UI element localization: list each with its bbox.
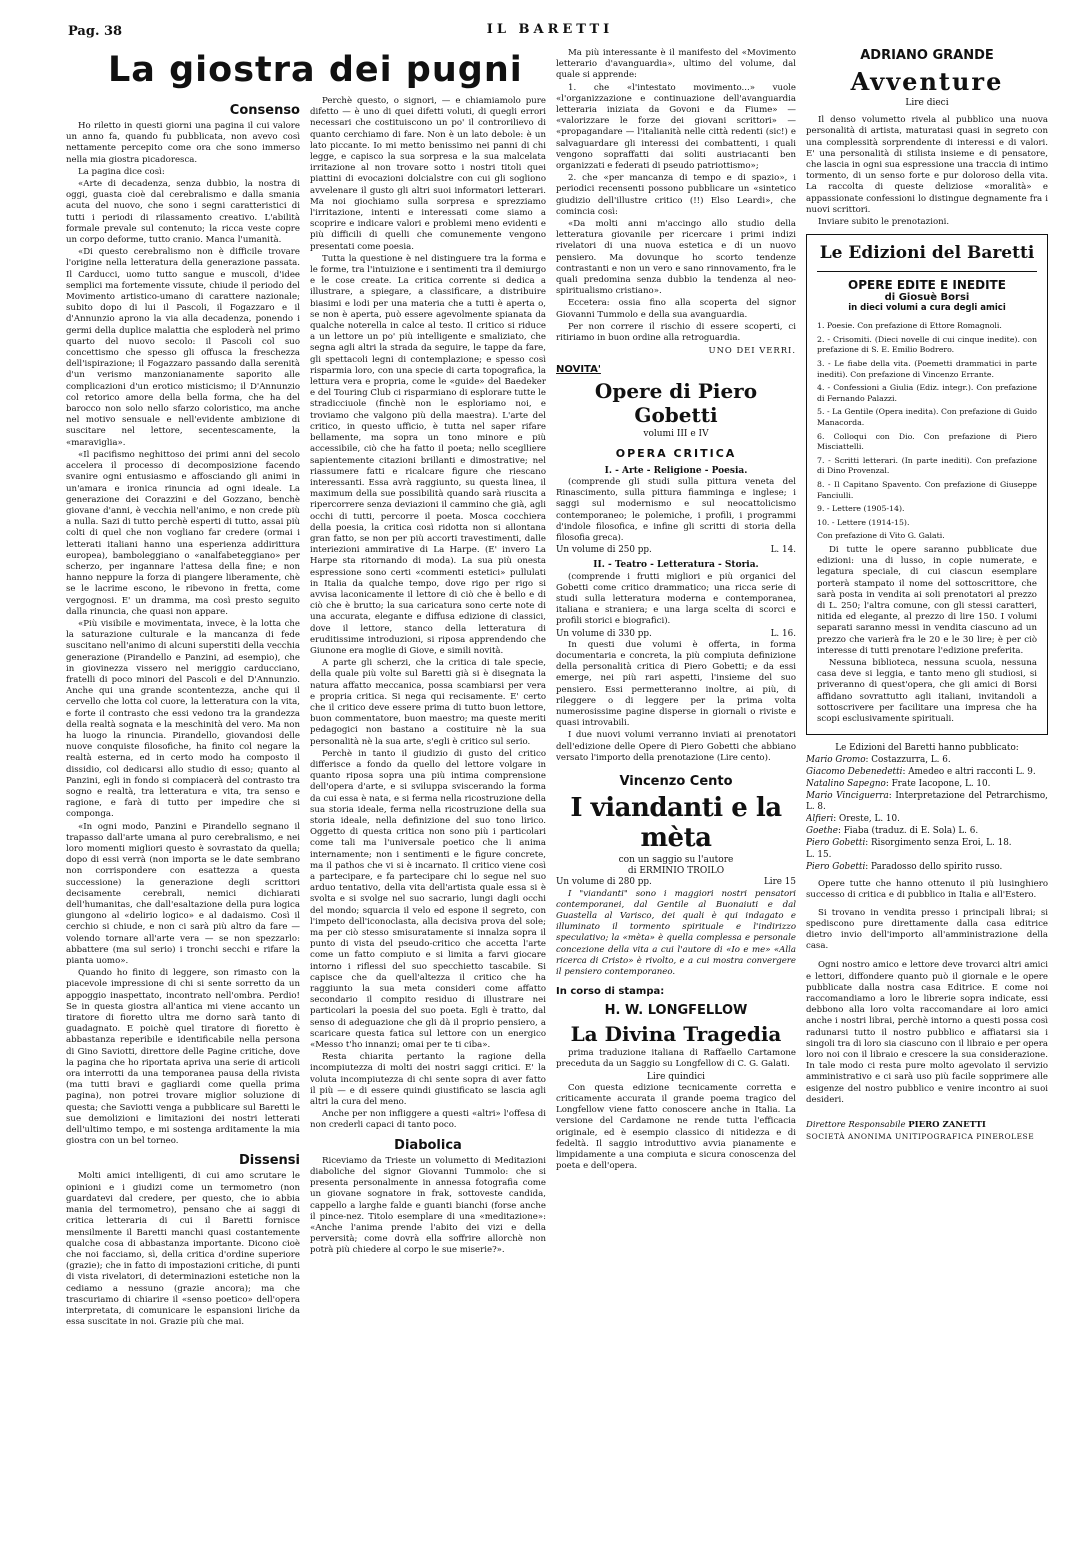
gobetti-part1-vol: Un volume di 250 pp. [556, 545, 652, 556]
borsi-text2: Nessuna biblioteca, nessuna scuola, nessuna casa deve si leggia, e tanto meno gli studiosi, si priveranno di quest'opera, che gli amici di Borsi affidano sovrattutto agli italiani, invitandoli a sottoscrivere per facilitare una impresa che ha scopi esclusivamente spirituali. [817, 657, 1037, 724]
consenso-paragraph: La pagina dice così: [78, 166, 165, 177]
dissensi-body-b [310, 96, 546, 1132]
borsi-list-item: 1. Poesie. Con prefazione di Ettore Romagnoli. [817, 321, 1002, 331]
cento-sub1: con un saggio su l'autore [618, 854, 734, 865]
consenso-paragraph: «Arte di decadenza, senza dubbio, la nostra di oggi, guasta cioè dal cerebralismo e dalla smania acuta del nuovo, che sono i segni caratteristici di tutti i periodi di rilassamento creativo. L'abilità formale prevale sul contenuto; la ricca veste copre un corpo deforme, tutto cranio. Manca l'umanità. [66, 179, 300, 246]
consenso-paragraph: «Più visibile e movimentata, invece, è la lotta che la saturazione culturale e la mancanza di fede suscitano nell'animo di alcuni superstiti della vecchia generazione (Pirandello e Panzini, ad esempio), che in giovinezza vissero nel meriggio carducciano, fratelli di poco minori del Pascoli e del D'Annunzio. Anche qui una grande scontentezza, anche qui il cervello che lotta col cuore, la letteratura con la vita, e forte il contrasto che essi vedono tra la grandezza della realtà sognata e la meschinità del vero. Ma non ha luogo la rinuncia. Pirandello, giovandosi delle nuove conquiste filosofiche, ha finito col negare la realtà esterna, ed in certo modo ha composto il dissidio, col dedicarsi allo studio di esso; quanto al Panzini, egli in fondo si compiacerà del contrasto tra sogno e realtà, tra letteratura e vita, tra senso e ragione, e farà di tutto per impedire che si componga. [66, 618, 300, 820]
published-item [806, 826, 1048, 837]
cento-author: Vincenzo Cento [619, 773, 733, 789]
longfellow-title: La Divina Tragedia [570, 1022, 782, 1047]
director-label: Direttore Responsabile [806, 1120, 906, 1131]
novita-label: NOVITA' [556, 364, 601, 376]
published-text3: Ogni nostro amico e lettore deve trovarci altri amici e lettori, diffondere quanto può il giornale e le opere pubblicate dalla nostra casa Editrice. E come noi raccomandiamo a loro le librerie sopra indicate, essi debbono alla loro volta raccomandare ai loro amici anche i nostri librai, perchè intorno a questi possa così radunarsi tutto il nostro pubblico e affiatarsi sia i singoli tra di loro sia ciascuno con il libraio e per opera loro noi con il libraio e crescere la sua considerazione. In tale modo ci resta pure molto agevolato il servizio amministrativo e ci sarà uso più facile sopprimere alle esigenze del nostro pubblico e venire incontro ai suoi desideri. [806, 960, 1048, 1105]
gobetti-part1-desc: (comprende gli studi sulla pittura veneta del Rinascimento, sulla pittura fiamminga e inglese; i saggi sul modernismo e sul neocattolicismo contemporaneo; le polemiche, i profili, i programmi d'indole filosofica, e infine gli scritti di storia della filosofia greca). [556, 476, 796, 543]
consenso-paragraph: «Di questo cerebralismo non è difficile trovare l'origine nella letteratura della generazione passata. Il Carducci, uomo tutto sangue e muscoli, d'idee semplici ma fortemente vissute, chiude il periodo del Movimento artistico-umano di carattere nazionale; subito dopo di lui il Pascoli, il Fogazzaro e il d'Annunzio aprono la via alla decadenza, ponendo i germi della duplice malattia che esploderà nel primo quarto del nuovo secolo: il Pascoli col suo concettismo che spesso gli offusca la freschezza dell'ispirazione; il Fogazzaro passando dalla serenità d'un verismo manzonianamente saporito alle complicazioni d'un erotico misticismo; il D'Annunzio col retorico amore della bella forma, che ha del barocco non solo nello sfarzo coloristico, ma anche nel motivo sensuale e nell'evidente ambizione di suscitare nel lettore, secentescamente, la «maraviglia». [66, 247, 300, 448]
edizioni-divider [817, 271, 1037, 272]
published-title: : Costazzurra, L. 6. [865, 755, 951, 766]
dissensi-body-a [66, 1171, 300, 1328]
borsi-list-item: 2. - Crisomiti. (Dieci novelle di cui cinque inedite). con prefazione di S. E. Emilio Bodrero. [817, 334, 1037, 355]
gobetti-volumes: volumi III e IV [643, 429, 709, 440]
longfellow-price: Lire quindici [646, 1071, 706, 1082]
column-4 [806, 48, 1048, 1508]
borsi-list-item: 10. - Lettere (1914-15). [817, 517, 910, 527]
published-item [806, 755, 1048, 766]
gobetti-part2-desc: (comprende i frutti migliori e più organici del Gobetti come critico drammatico; una ricca serie di studi sulla letteratura moderna e contemporanea, italiana e straniera; e una larga scelta di scorci e profili storici e biografici). [556, 571, 796, 627]
cento-desc: I "viandanti" sono i maggiori nostri pensatori contemporanei, dal Gentile al Buonaiuti e dal Guastella al Varisco, dei quali è qui indagato e illuminato il tormento spirituale e l'indirizzo speculativo; la «mèta» è quella complessa e personale concezione della vita a cui l'autore di «Io e me» «Alla ricerca di Cristo» è rivolto, e a cui mostra convergere il pensiero contemporaneo. [556, 888, 796, 977]
published-author: Mario Vinciguerra [806, 791, 889, 802]
borsi-list [817, 321, 1037, 542]
grande-title: Avventure [850, 67, 1004, 96]
edizioni-box [806, 234, 1048, 735]
cento-price: Lire 15 [763, 877, 796, 888]
published-item [806, 862, 1048, 873]
gobetti-part2-price: L. 16. [770, 628, 796, 639]
borsi-volumes: in dieci volumi a cura degli amici [848, 303, 1006, 314]
continuation-paragraph: «Da molti anni m'accingo allo studio della letteratura giovanile per ricercare i primi indizi rivelatori di una nuova estetica e di un nuovo pensiero. Ma dovunque ho scorto tendenze contrastanti e non un vero e sano rinnovamento, fra le quali predomina senza dubbio la tendenza al neo-spiritualismo cristiano». [556, 219, 796, 297]
published-author: Natalino Sapegno [806, 779, 886, 790]
grande-desc: Il denso volumetto rivela al pubblico una nuova personalità di artista, maturatasi quasi in segreto con una complessità sorprendente di interessi e di valori. E' una personalità di stilista insieme e di pensatore, che lascia in ogni sua espressione una traccia di intimo tormento, di un senso forte e pur doloroso della vita. La raccolta di queste deliziose «moralità» e appassionate confessioni lo distingue degnamente fra i nuovi scrittori. [806, 115, 1048, 215]
continuation-paragraph: 1. che «l'intestato movimento...» vuole «l'organizzazione e continuazione dell'avanguardia letteraria iniziata da Govoni e da Fiume» — «valorizzare le forze dei giovani scrittori» — «propagandare — l'italianità nelle città redenti (sic!) e salvaguardare gli interessi dei combattenti, i quali vengono sopraffatti dai soliti austriacanti ben organizzati e federati di pseudo patriottismo»; [556, 82, 796, 172]
borsi-list-item: Con prefazione di Vito G. Galati. [817, 531, 945, 541]
published-title: : Risorgimento senza Eroi, L. 18. [865, 838, 1012, 849]
published-author: Alfieri [806, 814, 834, 825]
borsi-opere: OPERE EDITE E INEDITE [848, 278, 1006, 293]
continuation-paragraph: 2. che «per mancanza di tempo e di spazio», i periodici recensenti possono pubblicare un «sintetico giudizio dell'illustre critico (!!) Elso Leardi», che comincia così: [556, 173, 796, 217]
gobetti-part2-title: II. - Teatro - Letteratura - Storia. [593, 560, 759, 571]
published-item [806, 814, 1048, 825]
published-item [806, 850, 1048, 861]
published-author: Goethe [806, 826, 838, 837]
published-heading: Le Edizioni del Baretti hanno pubblicato: [835, 743, 1019, 754]
published-title: L. 15. [806, 850, 832, 861]
published-title: : Interpretazione del Petrarchismo, L. 8. [806, 791, 1048, 813]
published-author: Giacomo Debenedetti [806, 767, 903, 778]
cento-vol: Un volume di 280 pp. [556, 877, 652, 888]
published-list [806, 755, 1048, 873]
longfellow-text: Con questa edizione tecnicamente corretta e criticamente accurata il grande poema tragico del Longfellow viene fatto conoscere anche in Italia. La versione del Cardamone ne rende tutta l'efficacia originale, ed è esempio classico di nitidezza e di fedeltà. Il saggio introduttivo avvia pianamente e limpidamente a una compiuta e sicura conoscenza del poeta e dell'opera. [556, 1082, 796, 1172]
borsi-list-item: 3. - Le fiabe della vita. (Poemetti drammatici in parte inediti). Con prefazione di Vincenzo Errante. [817, 359, 1037, 379]
page-number: Pag. 38 [68, 24, 123, 39]
gobetti-part2-price-row [556, 629, 796, 640]
consenso-paragraph: «In ogni modo, Panzini e Pirandello segnano il trapasso dall'arte umana al puro cerebralismo, e nei loro momenti migliori questo è sovrastato da quella; dopo di essi verrà (non importa se le date sembrano non corrispondere con esattezza a questa successione) la generazione degli scrittori decisamente cerebrali, nemici dichiarati dell'humanitas, che dall'esaltazione della pura logica giungono al «delirio logico» e al dadaismo. Così il cerchio si chiude, e non ci sarà più altro da fare — volendo tornare all'arte vera — se non spezzarlo: abbattere (ma sul serio) i tronchi secchi e rifare la pianta uomo». [66, 821, 300, 967]
longfellow-desc: prima traduzione italiana di Raffaello Cartamone preceduta da un Saggio su Longfellow di C. G. Galati. [556, 1048, 796, 1070]
gobetti-text2: I due nuovi volumi verranno inviati ai prenotatori dell'edizione delle Opere di Piero Gobetti che abbiano versato l'importo della prenotazione (Lire cento). [556, 730, 796, 763]
published-author: Piero Gobetti [806, 862, 866, 873]
edizioni-title: Le Edizioni del Baretti [819, 243, 1035, 264]
article-signature: UNO DEI VERRI. [708, 345, 796, 356]
borsi-list-item: 4. - Confessioni a Giulia (Ediz. integr.). Con prefazione di Fernando Palazzi. [817, 383, 1037, 403]
continuation-paragraph: Eccetera: ossia fino alla scoperta del signor Giovanni Tummolo e della sua avanguardia. [556, 298, 796, 320]
footer-director [806, 1120, 1048, 1131]
dissensi-paragraph: Perchè in tanto il giudizio di gusto del critico differisce a fondo da quello del lettore volgare in quanto riposa sopra una più intima comprensione dell'opera d'arte, e si sviluppa sviscerando la forma da cui essa è nata, e si ferma nella ricostruzione della sua storia ideale, ferma nella ricostruzione della sua storia ideale, nella definizione del suo tono lirico. Oggetto di questa critica non sono più i particolari come tali ma l'universale poetico che li anima internamente; non i sentimenti e le figure concrete, ma il pathos che vi si è incarnato. Il critico viene così a partecipare, e fa partecipare chi lo segue nel suo arduo tentativo, della vita dell'artista quale essa si è svolta e si svolge nel suo sacrario, lungi dagli occhi del mondo; squarcia il velo ed espone il segreto, con l'impeto dell'iconoclasta, alla decisiva prova del sole; ma per ciò stesso smisuratamente si innalza sopra il punto di vista del pseudo-critico che accetta l'arte come un fatto compiuto e si limita a farvi giocare intorno i riflessi del suo specchietto tascabile. Si capisce che da quell'altezza il critico che ha raggiunto la sua meta consideri come affatto secondario il compito residuo di illustrare nei particolari la poesia del suo poeta. Egli è tratto, dal senso di adeguazione che gli dà il proprio pensiero, a scaricare questa fatica sul lettore con un energico «Messo t'ho innanzi; omai per te ti ciba». [310, 748, 546, 1051]
grande-price: Lire dieci [905, 98, 949, 108]
cento-price-row [556, 877, 796, 888]
published-text2: Si trovano in vendita presso i principali librai; si spediscono pure direttamente dalla casa editrice dietro invio dell'importo all'amministrazione della casa. [806, 907, 1048, 952]
borsi-list-item: 7. - Scritti letterari. (In parte inediti). Con prefazione di Dino Provenzal. [817, 455, 1037, 476]
cento-sub2: di ERMINIO TROILO [627, 866, 725, 877]
published-author: Mario Gromo [806, 755, 866, 766]
column-3 [556, 48, 796, 1508]
published-title: : Paradosso dello spirito russo. [865, 862, 1003, 873]
published-title: : Fiaba (traduz. di E. Sola) L. 6. [837, 826, 979, 837]
masthead: IL BARETTI [486, 22, 614, 37]
consenso-paragraph: «Il pacifismo neghittoso dei primi anni del secolo accelera il processo di decomposizione facendo svanire ogni entusiasmo e affosciando gli animi in un'amara e ironica rinuncia ad ogni ideale. La generazione dei Corazzini e del Gozzano, benchè giovane d'anni, è vecchia nell'animo, e non crede più a nulla. Sazi di tutto perchè esperti di tutto, assai più colti di quel che non vogliano far credere (ormai i letterati italiani hanno una esperienza addirittura europea), bamboleggiano o «analfabeteggiano» per scherzo, per ingannare l'attesa della fine; e non hanno neppure la forza di piangere liberamente, chè se le lacrime escono, le ribevono in fretta, come vergognosi. E' un dramma, ma così presto seguito dalla rinuncia, che quasi non appare. [66, 449, 300, 617]
dissensi-paragraph: Tutta la questione è nel distinguere tra la forma e le forme, tra l'intuizione e i sentimenti tra il demiurgo e le cose create. La critica corrente si dedica a illustrare, a spiegare, a classificare, a distribuire biasimi e lodi per una materia che a tutti è aperta o, se non è aperta, può essere agevolmente spianata da qualche noterella in calce al testo. Il critico si riduce a un lettore un po' più intelligente e smaliziato, che segna agli altri la strada da seguire, le tappe da fare, gli spettacoli legni di contemplazione; e spesso così risparmia loro, con una specie di carta topografica, la lettura vera e propria, come le «guide» del Baedeker e del Touring Club ci risparmiano di esplorare tutte le stradicciuole (finchè non le esploriamo noi, e troviamo che valgono più della maestra). L'arte del critico, in questo ufficio, è tutta nel saper rifare bellamente, ma sopra un tono minore e più accessibile, ciò che ha fatto il poeta; nello sceglliere sapientemente citazioni brillanti e dimostrative; nel riassumere fatti e ricalcare figure che riescano interessanti. Essa avrà raggiunto, su questa linea, il maximum della sue possibilità quando sarà riuscita a ripercorrere senza deviazioni il cammino che già, agli occhi di tutti, percorre il poeta. Mosca cocchiera della poesia, la critica così ridotta non si allontana gran fatto, se non per più accorti travestimenti, dalle interiezioni ammirative di La Harpe. (E' invero La Harpe sta ritornando di moda). La sua più onesta espressione sono certi «commenti estetici» pullulati in Italia da qualche tempo, dove rigo per rigo si avvisa laconicamente il lettore di ciò che è bello e di ciò che è brutto; la sua caricatura sono certe note di una accurata, elegante e diffusa edizione di classici, dove il lettore, stanco della letteratura di eruditissime introduzioni, si riposa apprendendo che Giunone era moglie di Giove, e simili novità. [310, 253, 546, 656]
dissensi-paragraph: Molti amici intelligenti, di cui amo scrutare le opinioni e i giudizi come un termometro (non guardatevi dal credere, per questo, che io abbia mania del termometro), pensano che ai saggi di critica letteraria di cui il Baretti fornisce mensilmente il Baretti manchi quasi costantemente qualche cosa di abbastanza importante. Dicono cioè che noi facciamo, sì, della critica d'ordine superiore (grazie); che in fatto di impostazioni critiche, di punti di vista rivelatori, di determinazioni estetiche non la cediamo a nessuno (grazie ancora); ma che trascuriamo di chiarire il «senso poetico» dell'opera interpretata, di comunicare le espansioni liriche da essa suscitate in noi. Grazie più che mai. [66, 1171, 300, 1328]
gobetti-subtitle: OPERA CRITICA [615, 446, 737, 460]
borsi-author: di Giosuè Borsi [884, 292, 970, 304]
cento-title: I viandanti e la mèta [570, 792, 782, 853]
dissensi-paragraph: Perchè questo, o signori, — e chiamiamolo pure difetto — è uno di quei difetti voluti, di quegli errori necessari che costituiscono un po' il controrilievo di quanto cerchiamo di fare. Non è un lato debole: è un lato piccante. Io mi metto benissimo nei panni di chi legge, e capisco la sua sorpresa e la sua malcelata irritazione al non trovare sotto i nostri titoli quei piattini di evocazioni dolcialstre con cui gli sogliono avvelenare il gusto gli altri suoi informatori letterari. Ma noi giochiamo sulla sorpresa e sprezziamo l'irritazione, intenti e interessati come siamo a scoprire e indicare valori e problemi meno evidenti e più difficili di quelli che comunemente vengono presentati come poesia. [310, 96, 546, 252]
published-title: : Oreste, L. 10. [833, 814, 900, 825]
published-title: : Amedeo e altri racconti L. 9. [902, 767, 1036, 778]
column-2 [310, 96, 546, 1516]
gobetti-text1: In questi due volumi è offerta, in forma documentaria e concreta, la più compiuta definizione della personalità critica di Piero Gobetti; e da essi emerge, nei più rari aspetti, l'insieme del suo pensiero. Essi permetteranno inoltre, ai più, di rileggere o di leggere per la prima volta numerosissime pagine disperse in giornali o riviste e quasi introvabili. [556, 639, 796, 729]
in-corso-label: In corso di stampa: [556, 986, 665, 998]
diabolica-heading: Diabolica [394, 1137, 462, 1153]
consenso-paragraph: Ho riletto in questi giorni una pagina il cui valore un anno fa, quando fu pubblicata, non avevo così nettamente percepito come ora che sono immerso nella mia giostra picadoresca. [66, 121, 300, 165]
borsi-text1: Di tutte le opere saranno pubblicate due edizioni: una di lusso, in copie numerate, e legatura speciale, di cui ciascun esemplare porterà stampato il nome del sottoscrittore, che sarà posta in vendita ai soli prenotatori al prezzo di L. 250; l'altra comune, con gli stessi caratteri, nitida ed elegante, al prezzo di lire 150. I volumi separati saranno messi in vendita ciascuno ad un prezzo che varierà fra le 20 e le 30 lire; è per ciò interesse di tutti prenotare l'edizione preferita. [817, 544, 1037, 656]
gobetti-part1-price: L. 14. [770, 545, 796, 556]
borsi-list-item: 9. - Lettere (1905-14). [817, 504, 905, 514]
column-1 [66, 100, 300, 1520]
continuation-body [556, 48, 796, 344]
longfellow-author: H. W. LONGFELLOW [604, 1003, 748, 1019]
dissensi-paragraph: A parte gli scherzi, che la critica di tale specie, della quale più volte sul Baretti già si è disegnata la natura affatto meccanica, possa scambiarsi per vera e propria critica. Si nega qui recisamente. E' certo che il critico deve essere prima di tutto buon lettore, buon commentatore, buon maestro; ma queste meriti pedagogici non bastano a costituire nè la sua personalità nè la sua arte, s'egli è critico sul serio. [310, 658, 546, 747]
gobetti-part2-vol: Un volume di 330 pp. [556, 628, 652, 639]
consenso-paragraph: Quando ho finito di leggere, son rimasto con la piacevole impressione di chi si sente sorretto da un appoggio inaspettato, incontrato nell'ombra. Perdio! Se in questa giostra all'antica mi viene accanto un tiratore di fioretto ultra me dorno sarà tanto di guadagnato. E poichè quel tiratore di fioretto è abbastanza reperibile e identificabile nella persona di Gino Saviotti, direttore delle Pagine critiche, dove la pagina che ho riportata apriva una serie di articoli ora interrotti da una temporanea pausa della rivista (ma tutti bravi e gagliardi come quella prima pagina), non potrei trovare miglior soluzione di questa; che Saviotti venga a pubblicare sul Baretti le sue demolizioni e limitazioni dei nostri letterati dell'ultimo tempo, e mi sostenga arditamente la mia giostra con un bel torneo. [66, 968, 300, 1147]
printer: SOCIETÀ ANONIMA UNITIPOGRAFICA PINEROLESE [806, 1132, 1035, 1142]
borsi-list-item: 8. - Il Capitano Spavento. Con prefazione di Giuseppe Fanciulli. [817, 479, 1037, 500]
grande-note: Inviare subito le prenotazioni. [818, 217, 950, 228]
grande-author: ADRIANO GRANDE [860, 48, 994, 63]
director-name: PIERO ZANETTI [908, 1120, 986, 1131]
published-author: Piero Gobetti [806, 838, 866, 849]
borsi-list-item: 5. - La Gentile (Opera inedita). Con prefazione di Guido Manacorda. [817, 407, 1037, 427]
consenso-body [66, 121, 300, 1147]
consenso-heading: Consenso [229, 103, 300, 118]
published-title: : Frate Iacopone, L. 10. [885, 779, 991, 790]
published-text1: Opere tutte che hanno ottenuto il più lusinghiero successo di critica e di pubblico in Italia e all'Estero. [806, 879, 1048, 901]
continuation-paragraph: Per non correre il rischio di essere scoperti, ci ritiriamo in buon ordine alla retroguardia. [556, 321, 796, 344]
dissensi-paragraph: Anche per non infliggere a questi «altri» l'offesa di non crederli capaci di tanto poco. [310, 1109, 546, 1131]
diabolica-text: Riceviamo da Trieste un volumetto di Meditazioni diaboliche del signor Giovanni Tummolo: che si presenta personalmente in annessa fotografia come un giovane sognatore in frak, sottoveste candida, cappello a larghe falde e guanti bianchi (forse anche il pince-nez. Titolo esemplare di una «meditazione»: «Anche l'anima prende l'abito dei vizi e della perversità; come dovrà ella soffrire allorchè non potrà più chiedere al corpo le sue miserie?». [310, 1155, 546, 1256]
published-item [806, 767, 1048, 778]
published-item [806, 791, 1048, 813]
continuation-paragraph: Ma più interessante è il manifesto del «Movimento letterario d'avanguardia», ultimo del volume, dal quale si apprende: [556, 48, 796, 81]
article-title: La giostra dei pugni [108, 50, 523, 90]
published-item [806, 779, 1048, 790]
dissensi-paragraph: Resta chiarita pertanto la ragione della incompiutezza di molti dei nostri saggi critici. E' la voluta incompiutezza di chi sente sopra di aver fatto il più — e di essere quindi giustificato se lascia agli altri la cura del meno. [310, 1052, 546, 1108]
borsi-list-item: 6. Colloqui con Dio. Con prefazione di Piero Misciattelli. [817, 431, 1037, 452]
gobetti-part1-price-row [556, 545, 796, 556]
dissensi-heading: Dissensi [239, 1153, 300, 1169]
gobetti-part1-title: I. - Arte - Religione - Poesia. [604, 465, 748, 476]
published-item [806, 838, 1048, 849]
gobetti-title: Opere di Piero Gobetti [594, 379, 758, 428]
